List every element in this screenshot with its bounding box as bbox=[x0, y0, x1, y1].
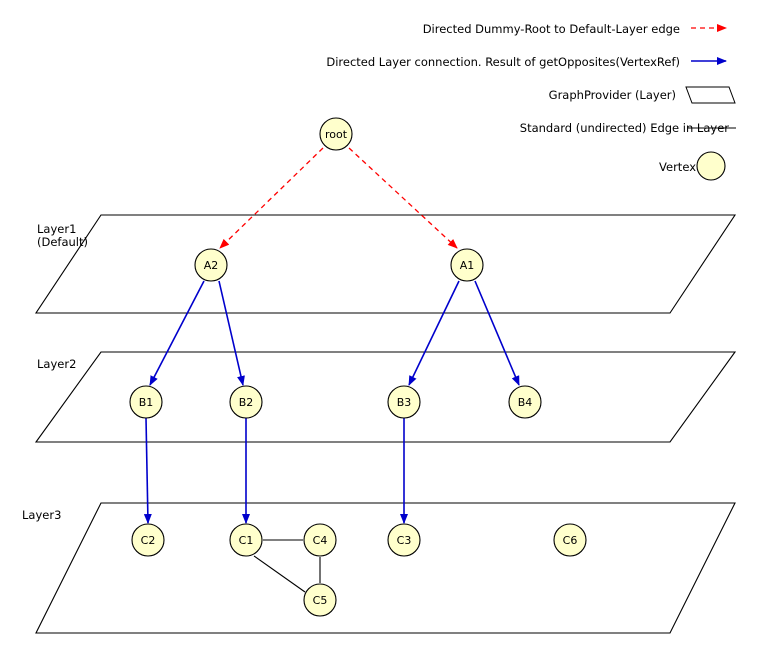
edge-root-A2 bbox=[220, 148, 323, 248]
vertex-B1[interactable] bbox=[130, 386, 162, 418]
legend-sample-parallelogram bbox=[686, 87, 735, 103]
edge-C1-C5 bbox=[254, 556, 305, 592]
legend-label-root-edge: Directed Dummy-Root to Default-Layer edge bbox=[422, 22, 680, 36]
vertex-C2[interactable] bbox=[132, 524, 164, 556]
vertex-label-A1: A1 bbox=[459, 259, 475, 272]
legend-label-graph-provider: GraphProvider (Layer) bbox=[548, 88, 676, 102]
vertex-label-B3: B3 bbox=[396, 396, 412, 409]
layer-label-layer1-line2: (Default) bbox=[37, 235, 88, 249]
layer-label-layer1-line1: Layer1 bbox=[37, 222, 77, 236]
layer-shape-layer1 bbox=[36, 215, 735, 313]
layer-label-layer3-line1: Layer3 bbox=[22, 508, 62, 522]
legend-label-layer-edge: Directed Layer connection. Result of getOpposites(VertexRef) bbox=[326, 55, 680, 69]
layer-label-layer1 bbox=[37, 223, 88, 249]
vertex-B3[interactable] bbox=[388, 386, 420, 418]
vertex-B2[interactable] bbox=[230, 386, 262, 418]
edge-A1-B3 bbox=[409, 281, 459, 385]
legend-label-vertex: Vertex bbox=[659, 160, 696, 174]
vertex-label-C2: C2 bbox=[140, 534, 156, 547]
legend-label-standard-edge: Standard (undirected) Edge in Layer bbox=[519, 121, 729, 135]
vertex-label-B2: B2 bbox=[238, 396, 254, 409]
vertex-A1[interactable] bbox=[451, 249, 483, 281]
vertex-C1[interactable] bbox=[230, 524, 262, 556]
vertex-label-B4: B4 bbox=[517, 396, 533, 409]
vertex-C3[interactable] bbox=[388, 524, 420, 556]
vertex-label-C6: C6 bbox=[562, 534, 578, 547]
vertex-label-C1: C1 bbox=[238, 534, 254, 547]
vertex-label-C5: C5 bbox=[312, 594, 328, 607]
layer-label-layer3 bbox=[22, 509, 61, 522]
vertex-C5[interactable] bbox=[304, 584, 336, 616]
legend-sample-yellow-circle bbox=[697, 152, 725, 180]
layer-label-layer2 bbox=[37, 358, 76, 371]
edge-A1-B4 bbox=[475, 281, 519, 385]
vertex-label-root: root bbox=[324, 128, 348, 141]
vertex-C4[interactable] bbox=[304, 524, 336, 556]
vertex-root[interactable] bbox=[320, 118, 352, 150]
edge-A2-B2 bbox=[219, 281, 243, 385]
edge-A2-B1 bbox=[150, 281, 204, 385]
edge-root-A1 bbox=[349, 148, 457, 248]
vertex-C6[interactable] bbox=[554, 524, 586, 556]
vertex-A2[interactable] bbox=[195, 249, 227, 281]
edge-B1-C2 bbox=[146, 418, 148, 523]
vertex-label-C3: C3 bbox=[396, 534, 412, 547]
vertex-label-C4: C4 bbox=[312, 534, 328, 547]
layer-label-layer2-line1: Layer2 bbox=[37, 357, 77, 371]
layer-shape-layer3 bbox=[36, 503, 735, 633]
vertex-B4[interactable] bbox=[509, 386, 541, 418]
vertex-label-B1: B1 bbox=[138, 396, 154, 409]
vertex-label-A2: A2 bbox=[203, 259, 219, 272]
